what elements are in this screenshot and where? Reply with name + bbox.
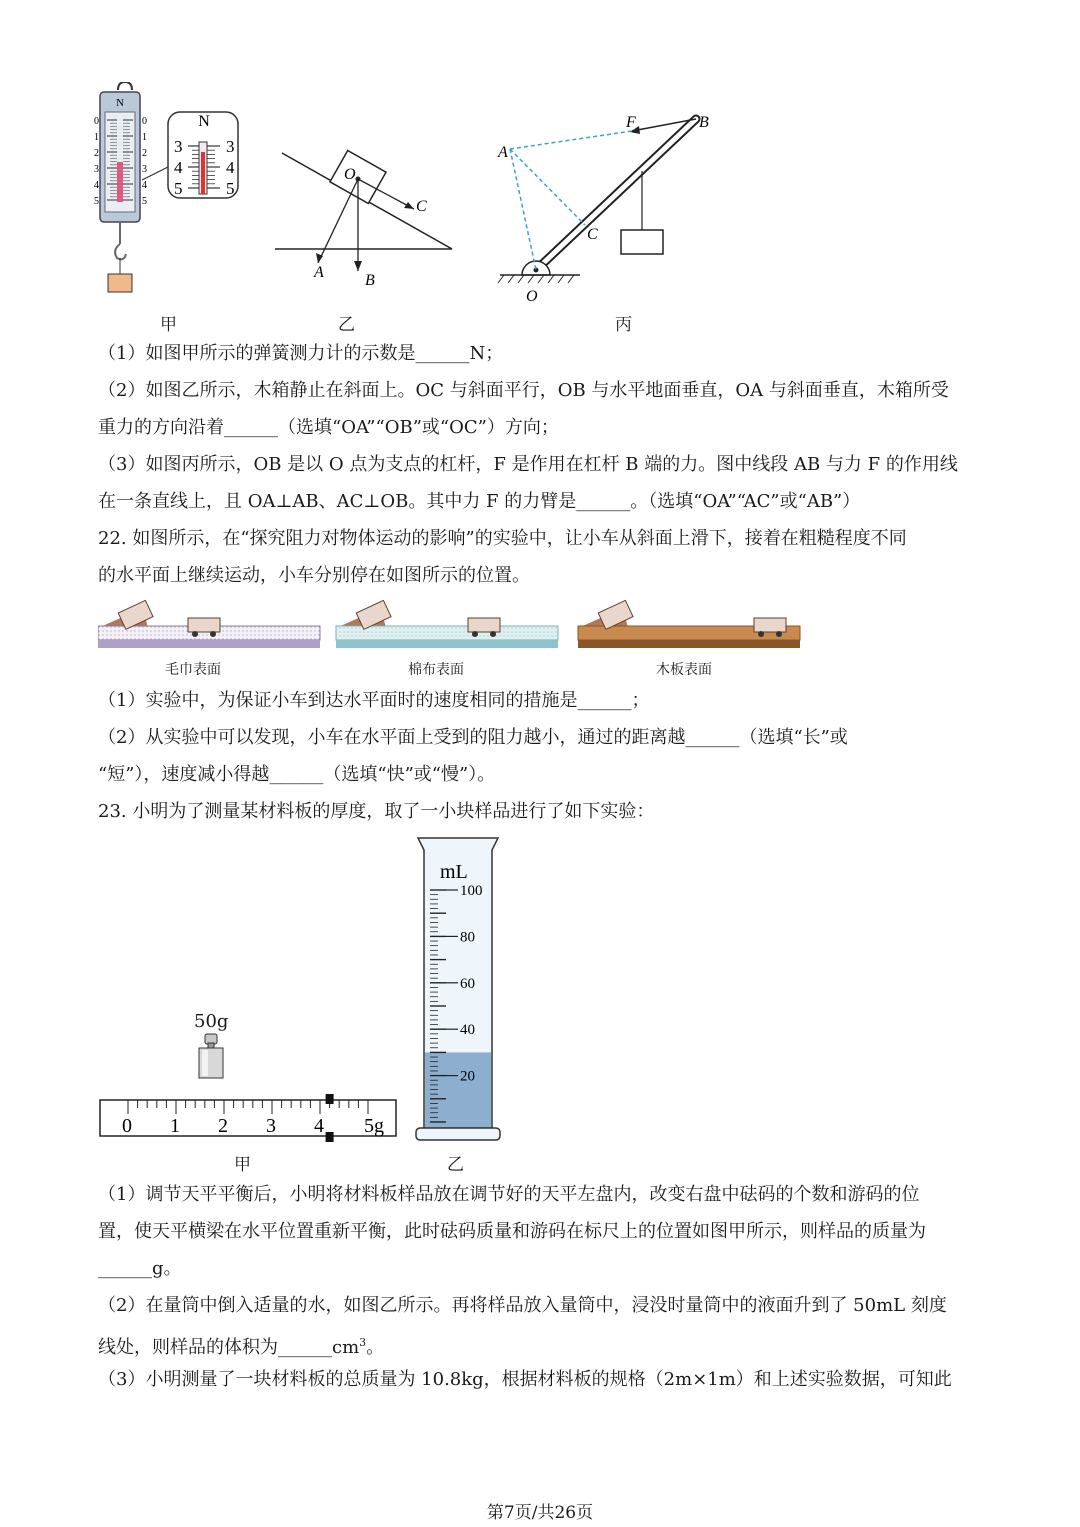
lever-label-f: F xyxy=(626,114,636,131)
cylinder-tick-label: 60 xyxy=(460,975,475,992)
lever-figure xyxy=(490,105,730,305)
superscript-3: 3 xyxy=(359,1336,367,1349)
spring-tick-right: 4 xyxy=(142,180,147,191)
caption-jia: 甲 xyxy=(160,315,177,335)
spring-tick-left: 0 xyxy=(94,116,99,127)
caption-bing: 丙 xyxy=(615,315,632,335)
q23-part2-line1: （2）在量筒中倒入适量的水，如图乙所示。再将样品放入量筒中，浸没时量筒中的液面升到了 50mL 刻度 xyxy=(98,1295,947,1316)
lever-label-o: O xyxy=(526,288,538,305)
q21-part2-line2: 重力的方向沿着______（选填“OA”“OB”或“OC”）方向； xyxy=(98,417,559,438)
q21-part2-line1: （2）如图乙所示，木箱静止在斜面上。OC 与斜面平行，OB 与水平地面垂直，OA 与斜面垂直，木箱所受 xyxy=(98,380,949,401)
scale-tick-label: 4 xyxy=(314,1115,324,1137)
zoom-tick-left: 3 xyxy=(174,137,183,156)
q22-part2-line2: “短”），速度减小得越______（选填“快”或“慢”）。 xyxy=(98,764,496,785)
spring-scale-unit: N xyxy=(116,97,124,109)
graduated-cylinder xyxy=(412,836,504,1146)
surface-label-cloth: 棉布表面 xyxy=(408,662,464,678)
zoom-tick-left: 4 xyxy=(174,158,183,177)
q23-part2-line2-end: 。 xyxy=(366,1337,385,1358)
spring-tick-left: 2 xyxy=(94,148,99,159)
surface-label-wood: 木板表面 xyxy=(656,662,712,678)
spring-tick-left: 4 xyxy=(94,180,99,191)
zoom-tick-right: 4 xyxy=(226,158,235,177)
scale-tick-label: 0 xyxy=(122,1115,132,1137)
incline-label-a: A xyxy=(314,264,324,281)
q23-part2-line2 xyxy=(98,1330,384,1361)
lever-label-a: A xyxy=(498,144,508,161)
q23-part1-line2: 置，使天平横梁在水平位置重新平衡，此时砝码质量和游码在标尺上的位置如图甲所示，则样品的质量为 xyxy=(98,1221,926,1242)
zoom-tick-right: 5 xyxy=(226,179,235,198)
cylinder-tick-label: 80 xyxy=(460,929,475,946)
incline-label-c: C xyxy=(416,198,427,215)
incline-label-b: B xyxy=(365,272,375,289)
scale-tick-label: 2 xyxy=(218,1115,228,1137)
spring-tick-right: 1 xyxy=(142,132,147,143)
spring-tick-right: 3 xyxy=(142,164,147,175)
lever-label-b: B xyxy=(699,114,709,131)
spring-tick-right: 2 xyxy=(142,148,147,159)
q23-part2-line2-text: 线处，则样品的体积为______cm xyxy=(98,1337,360,1358)
q22-stem-line1: 22. 如图所示，在“探究阻力对物体运动的影响”的实验中，让小车从斜面上滑下，接着在粗糙程度不同 xyxy=(98,528,907,549)
q22-part1: （1）实验中，为保证小车到达水平面时的速度相同的措施是______； xyxy=(98,690,650,711)
spring-tick-right: 5 xyxy=(142,196,147,207)
q23-part1-line3: ______g。 xyxy=(98,1258,182,1279)
spring-tick-left: 3 xyxy=(94,164,99,175)
zoom-tick-left: 5 xyxy=(174,179,183,198)
q23-part1-line1: （1）调节天平平衡后，小明将材料板样品放在调节好的天平左盘内，改变右盘中砝码的个数和游码的位 xyxy=(98,1184,920,1205)
q21-part3-line2: 在一条直线上，且 OA⊥AB、AC⊥OB。其中力 F 的力臂是______。（选填“OA”“AC”或“AB”） xyxy=(98,491,861,512)
spring-tick-right: 0 xyxy=(142,116,147,127)
q23-part3-line1: （3）小明测量了一块材料板的总质量为 10.8kg，根据材料板的规格（2m×1m）和上述实验数据，可知此 xyxy=(98,1369,952,1390)
q22-stem-line2: 的水平面上继续运动，小车分别停在如图所示的位置。 xyxy=(98,565,530,586)
surface-label-towel: 毛巾表面 xyxy=(165,662,221,678)
cylinder-tick-label: 40 xyxy=(460,1022,475,1039)
weight-label: 50g xyxy=(194,1011,229,1032)
spring-scale-figure xyxy=(90,82,250,297)
rider-scale xyxy=(98,1094,400,1142)
page-footer: 第7页/共26页 xyxy=(486,1503,594,1523)
q22-part2-line1: （2）从实验中可以发现，小车在水平面上受到的阻力越小，通过的距离越______（选填“长”或 xyxy=(98,727,848,748)
lever-label-c: C xyxy=(587,226,598,243)
q21-part3-line1: （3）如图丙所示，OB 是以 O 点为支点的杠杆，F 是作用在杠杆 B 端的力。图中线段 AB 与力 F 的作用线 xyxy=(98,454,958,475)
incline-figure xyxy=(270,145,460,295)
incline-label-o: O xyxy=(344,166,356,183)
caption-q23-yi: 乙 xyxy=(447,1155,464,1175)
scale-tick-label: 1 xyxy=(170,1115,180,1137)
scale-tick-label: 5g xyxy=(364,1115,384,1137)
scale-tick-label: 3 xyxy=(266,1115,276,1137)
zoom-tick-right: 3 xyxy=(226,137,235,156)
cylinder-tick-label: 100 xyxy=(460,883,483,899)
caption-yi: 乙 xyxy=(338,315,355,335)
q21-part1: （1）如图甲所示的弹簧测力计的示数是______N； xyxy=(98,343,504,364)
cylinder-tick-label: 20 xyxy=(460,1068,475,1085)
spring-tick-left: 1 xyxy=(94,132,99,143)
surfaces-figure xyxy=(98,598,808,658)
cylinder-unit: mL xyxy=(440,861,468,883)
zoom-unit: N xyxy=(198,113,210,130)
caption-q23-jia: 甲 xyxy=(234,1155,251,1175)
spring-tick-left: 5 xyxy=(94,196,99,207)
weight-icon xyxy=(196,1032,226,1080)
q23-stem: 23. 小明为了测量某材料板的厚度，取了一小块样品进行了如下实验： xyxy=(98,801,655,822)
